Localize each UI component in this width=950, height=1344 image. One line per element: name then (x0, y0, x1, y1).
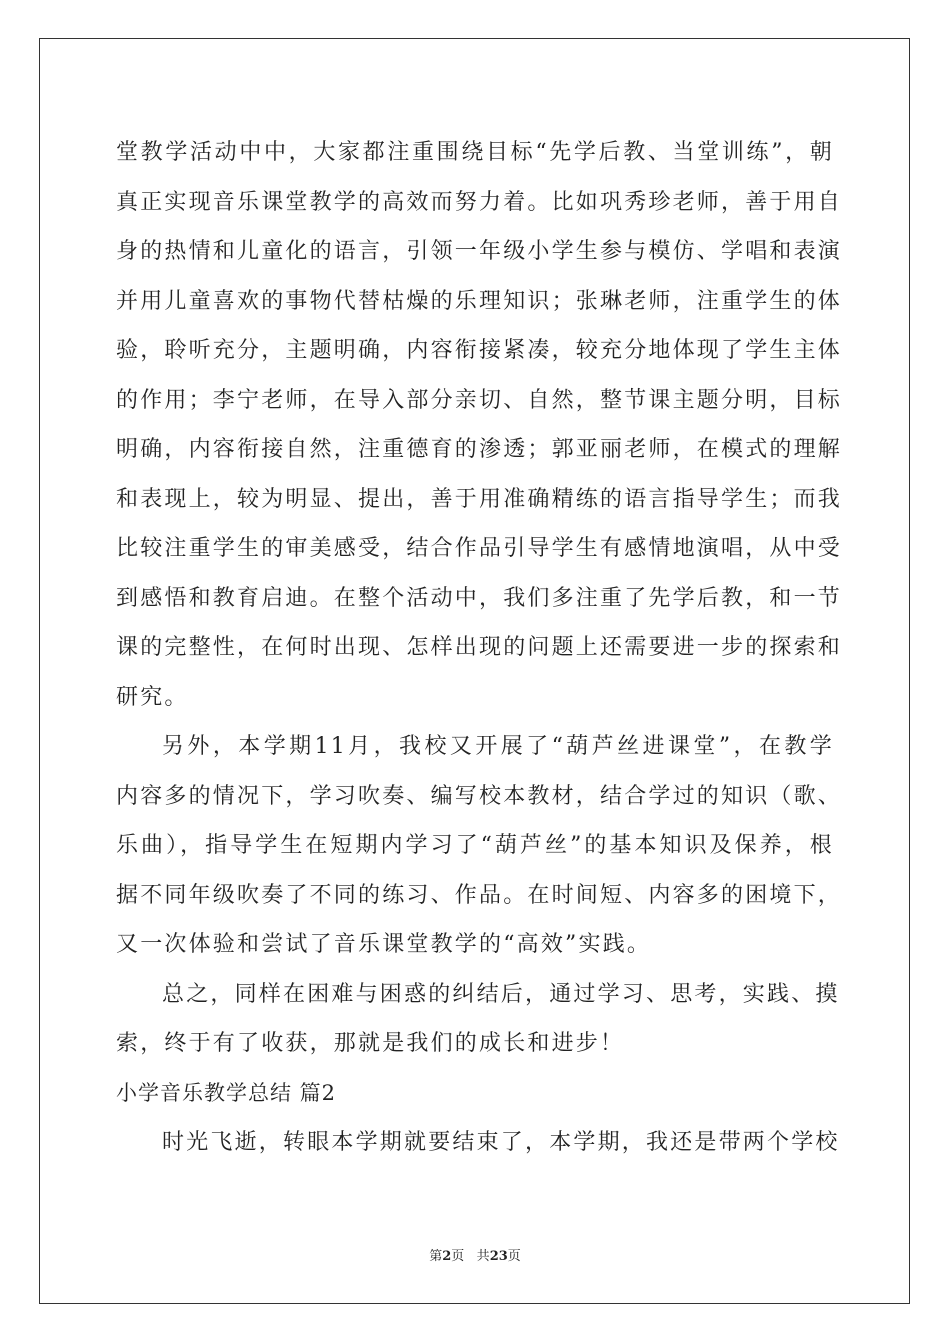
section-heading: 小学音乐教学总结 篇2 (116, 1080, 337, 1105)
text-line: 又一次体验和尝试了音乐课堂教学的“高效”实践。 (116, 932, 652, 957)
page-prefix: 第 (429, 1249, 443, 1264)
text-line: 和表现上，较为明显、提出，善于用准确精练的语言指导学生；而我 (116, 486, 843, 512)
text-line: 另外，本学期11月，我校又开展了“葫芦丝进课堂”，在教学 (162, 734, 834, 759)
text-line: 明确，内容衔接自然，注重德育的渗透；郭亚丽老师，在模式的理解 (116, 437, 843, 462)
text-line: 据不同年级吹奏了不同的练习、作品。在时间短、内容多的困境下， (116, 882, 843, 908)
text-line: 课的完整性，在何时出现、怎样出现的问题上还需要进一步的探索和 (116, 635, 843, 660)
text-line: 索，终于有了收获，那就是我们的成长和进步！ (116, 1031, 625, 1056)
paragraph-3 (116, 970, 840, 1069)
paragraph-2 (116, 722, 843, 970)
text-line: 研究。 (116, 684, 189, 710)
text-line: 身的热情和儿童化的语言，引领一年级小学生参与模仿、学唱和表演 (116, 239, 843, 264)
total-suffix: 页 (507, 1249, 521, 1264)
text-line: 内容多的情况下，学习吹奏、编写校本教材，结合学过的知识（歌、 (116, 783, 843, 809)
text-line: 时光飞逝，转眼本学期就要结束了，本学期，我还是带两个学校 (162, 1130, 840, 1155)
paragraph-4 (116, 1118, 840, 1168)
page-number: 2 (442, 1249, 452, 1264)
total-pages: 23 (489, 1249, 508, 1264)
text-line: 堂教学活动中中，大家都注重围绕目标“先学后教、当堂训练”，朝 (116, 140, 834, 165)
text-line: 的作用；李宁老师，在导入部分亲切、自然，整节课主题分明，目标 (116, 387, 843, 413)
text-line: 乐曲），指导学生在短期内学习了“葫芦丝”的基本知识及保养，根 (116, 833, 834, 858)
page-footer (0, 1245, 950, 1264)
text-line: 并用儿童喜欢的事物代替枯燥的乐理知识；张琳老师，注重学生的体 (116, 288, 843, 314)
document-body (116, 128, 843, 1168)
text-line: 验，聆听充分，主题明确，内容衔接紧凑，较充分地体现了学生主体 (116, 338, 843, 363)
text-line: 总之，同样在困难与困惑的纠结后，通过学习、思考，实践、摸 (162, 981, 840, 1007)
page-suffix: 页 (451, 1249, 465, 1264)
total-prefix: 共 (476, 1249, 490, 1264)
text-line: 真正实现音乐课堂教学的高效而努力着。比如巩秀珍老师，善于用自 (116, 189, 843, 215)
paragraph-1 (116, 128, 843, 722)
text-line: 到感悟和教育启迪。在整个活动中，我们多注重了先学后教，和一节 (116, 585, 843, 611)
text-line: 比较注重学生的审美感受，结合作品引导学生有感情地演唱，从中受 (116, 536, 843, 561)
